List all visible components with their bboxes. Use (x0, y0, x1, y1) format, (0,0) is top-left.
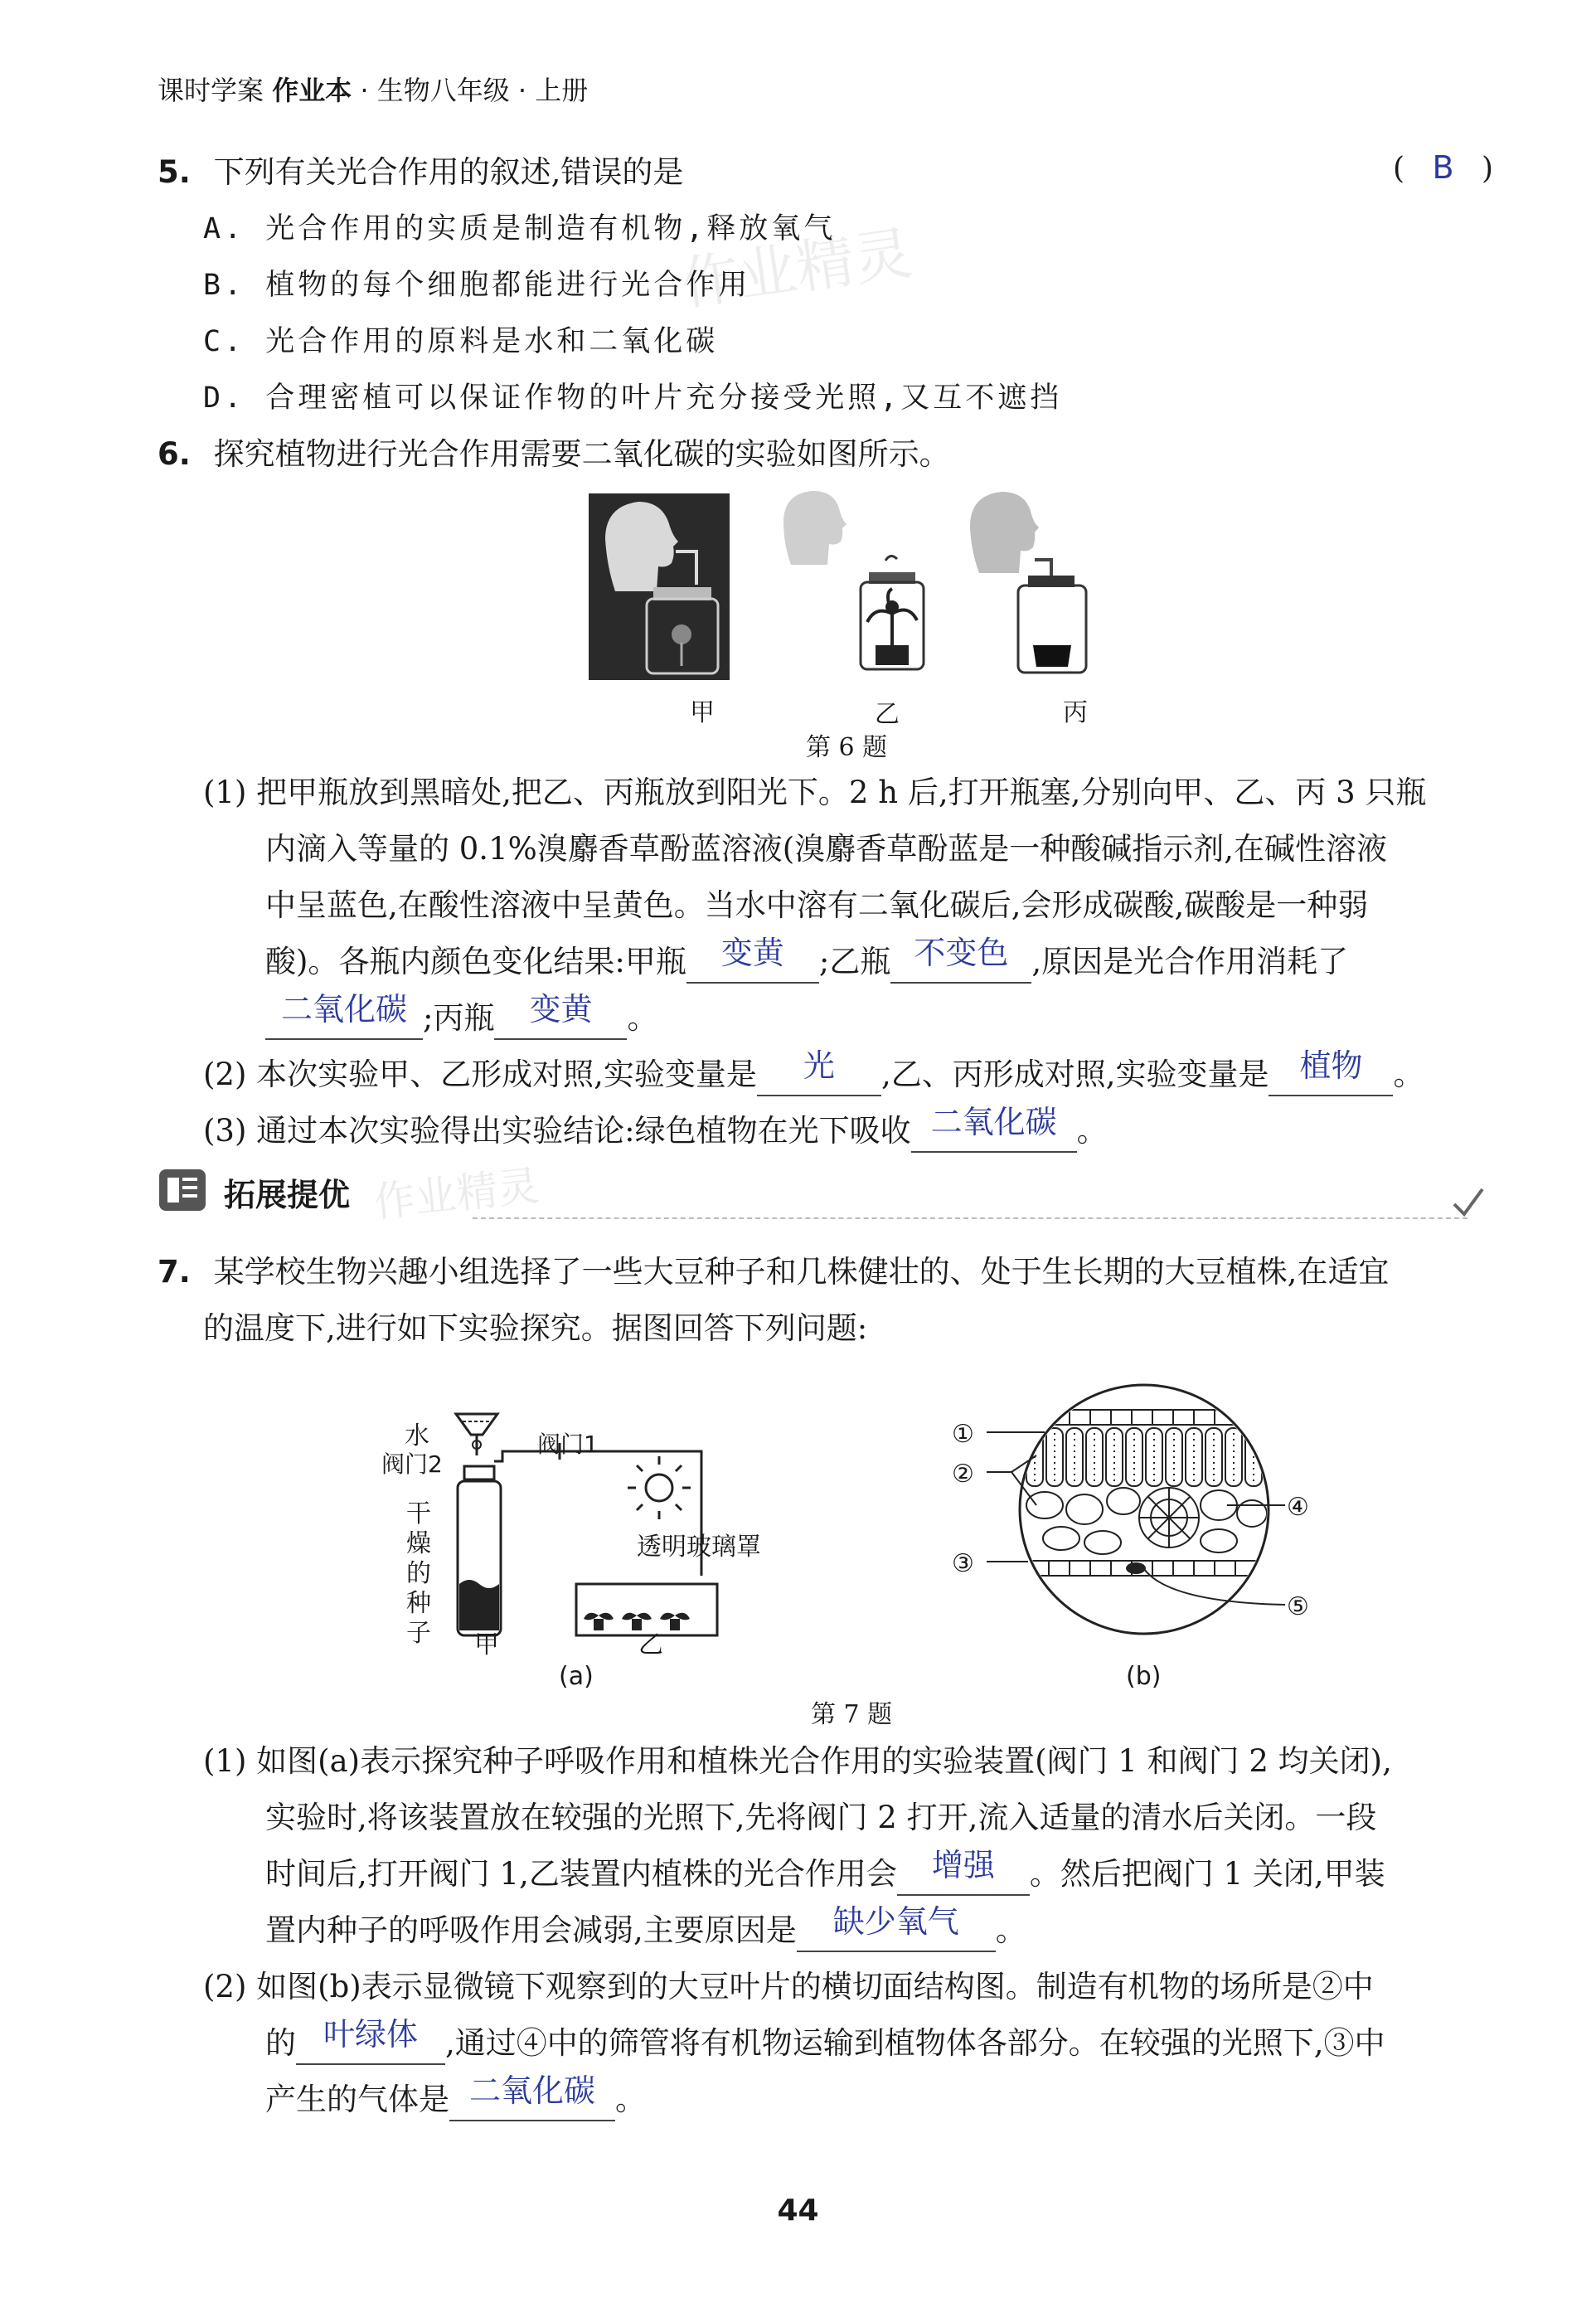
q7-p1-line2: 实验时,将该装置放在较强的光照下,先将阀门 2 打开,流入适量的清水后关闭。一段 (265, 1800, 1377, 1835)
fig7b-leader-lines (978, 1410, 1327, 1625)
fig6-label-bing: 丙 (1063, 698, 1088, 727)
q7-p1-line4: 置内种子的呼吸作用会减弱,主要原因是 缺少氧气 。 (265, 1909, 1026, 1952)
q6-answer-jia: 变黄 (720, 935, 784, 971)
section-title: 拓展提优 (224, 1177, 351, 1213)
sun-icon (628, 1456, 691, 1519)
q7-p1-line3: 时间后,打开阀门 1,乙装置内植株的光合作用会 增强 。然后把阀门 1 关闭,甲装 (265, 1853, 1385, 1896)
q7-p2-answer2: 二氧化碳 (468, 2072, 595, 2109)
fig7b-mark-4: ④ (1287, 1493, 1309, 1522)
section-header (158, 1161, 1484, 1227)
header-series: 课时学案 (158, 75, 264, 106)
q6-answer-yi: 不变色 (914, 935, 1009, 971)
q6-p2-answer1: 光 (803, 1047, 835, 1084)
q7-p2-line1: (2) 如图(b)表示显微镜下观察到的大豆叶片的横切面结构图。制造有机物的场所是②中 (203, 1969, 1374, 2004)
q5-option-a: A. 光合作用的实质是制造有机物,释放氧气 (203, 212, 837, 245)
fig7b-mark-3: ③ (952, 1549, 974, 1578)
q7-p1-line1: (1) 如图(a)表示探究种子呼吸作用和植株光合作用的实验装置(阀门 1 和阀门 2 均关闭), (203, 1743, 1392, 1779)
jar-yi (861, 572, 924, 669)
fig7-caption: 第 7 题 (811, 1700, 893, 1729)
q5-answer-bracket: ( B ) (1393, 149, 1494, 186)
page-header: 课时学案 作业本 · 生物八年级 · 上册 (158, 75, 589, 106)
q6-stem: 6. 探究植物进行光合作用需要二氧化碳的实验如图所示。 (158, 436, 950, 472)
q7-stem-line1: 7. 某学校生物兴趣小组选择了一些大豆种子和几株健壮的、处于生长期的大豆植株,在适宜 (158, 1254, 1390, 1290)
q5-option-d: D. 合理密植可以保证作物的叶片充分接受光照,又互不遮挡 (203, 381, 1063, 415)
header-book: 作业本 (272, 75, 352, 106)
q5-answer: B (1432, 149, 1454, 186)
q6-answer-bing: 变黄 (529, 991, 593, 1028)
q6-p2: (2) 本次实验甲、乙形成对照,实验变量是 光 ,乙、丙形成对照,实验变量是 植物 。 (203, 1053, 1424, 1096)
section-divider (473, 1217, 1467, 1219)
fig6-label-yi: 乙 (875, 700, 900, 729)
fig7b-mark-2: ② (952, 1460, 974, 1489)
q6-p1-line4: 酸)。各瓶内颜色变化结果:甲瓶 变黄 ;乙瓶 不变色 ,原因是光合作用消耗了 (265, 940, 1348, 984)
fig6-label-jia: 甲 (690, 698, 715, 727)
header-subject: 生物八年级 (376, 75, 510, 106)
q5-option-c: C. 光合作用的原料是水和二氧化碳 (203, 325, 719, 358)
fig7a-yi-label: 乙 (638, 1630, 663, 1659)
fig7a-valve2-label: 阀门2 (381, 1450, 443, 1478)
fig7a-cover-label: 透明玻璃罩 (637, 1533, 761, 1562)
q6-p1-line3: 中呈蓝色,在酸性溶液中呈黄色。当水中溶有二氧化碳后,会形成碳酸,碳酸是一种弱 (265, 887, 1369, 923)
q7-p2-line3: 产生的气体是 二氧化碳 。 (265, 2078, 646, 2121)
q5-option-b: B. 植物的每个细胞都能进行光合作用 (203, 269, 751, 302)
header-volume: 上册 (535, 75, 589, 106)
q6-p1-line1: (1) 把甲瓶放到黑暗处,把乙、丙瓶放到阳光下。2 h 后,打开瓶塞,分别向甲、乙、丙 3 只瓶 (203, 775, 1427, 810)
checkmark-icon (1451, 1186, 1486, 1219)
jar-bing (1018, 576, 1086, 673)
fig7a-label: (a) (559, 1662, 594, 1691)
person-head-bing (970, 492, 1039, 573)
person-head-yi (783, 491, 847, 565)
page-number: 44 (777, 2194, 819, 2228)
fig7a-dry-seed-label: 干 燥 的 种 子 (406, 1499, 431, 1648)
fig7b-mark-5: ⑤ (1287, 1592, 1309, 1621)
fig6-caption: 第 6 题 (806, 733, 888, 762)
book-icon (158, 1168, 207, 1212)
q7-p1-answer2: 缺少氧气 (832, 1903, 959, 1940)
q5-stem: 5. 下列有关光合作用的叙述,错误的是 (158, 154, 684, 190)
q6-p3: (3) 通过本次实验得出实验结论:绿色植物在光下吸收 二氧化碳 。 (203, 1110, 1108, 1153)
q6-figure (580, 489, 1144, 688)
q7-stem-line2: 的温度下,进行如下实验探究。据图回答下列问题: (203, 1310, 868, 1346)
q6-p2-answer2: 植物 (1299, 1047, 1363, 1084)
q6-answer-reason: 二氧化碳 (280, 991, 407, 1028)
fig7a-water-label: 水 (405, 1421, 429, 1450)
q6-p1-line2: 内滴入等量的 0.1%溴麝香草酚蓝溶液(溴麝香草酚蓝是一种酸碱指示剂,在碱性溶液 (265, 831, 1387, 867)
q7-p1-answer1: 增强 (931, 1847, 995, 1883)
section-watermark: 作业精灵 (371, 1161, 541, 1227)
fig7a-valve1-label: 阀门1 (537, 1431, 599, 1458)
watermark: 作业精灵 (677, 218, 917, 319)
q7-p2-line2: 的 叶绿体 ,通过④中的筛管将有机物运输到植物体各部分。在较强的光照下,③中 (265, 2022, 1385, 2065)
fig7b-mark-1: ① (952, 1420, 974, 1449)
q6-p3-answer: 二氧化碳 (930, 1104, 1057, 1140)
fig7b-label: (b) (1126, 1662, 1162, 1691)
q6-p1-line5: 二氧化碳 ;丙瓶 变黄 。 (265, 997, 657, 1040)
fig7a-jia-label: 甲 (474, 1630, 499, 1659)
q7-p2-answer1: 叶绿体 (323, 2016, 418, 2053)
